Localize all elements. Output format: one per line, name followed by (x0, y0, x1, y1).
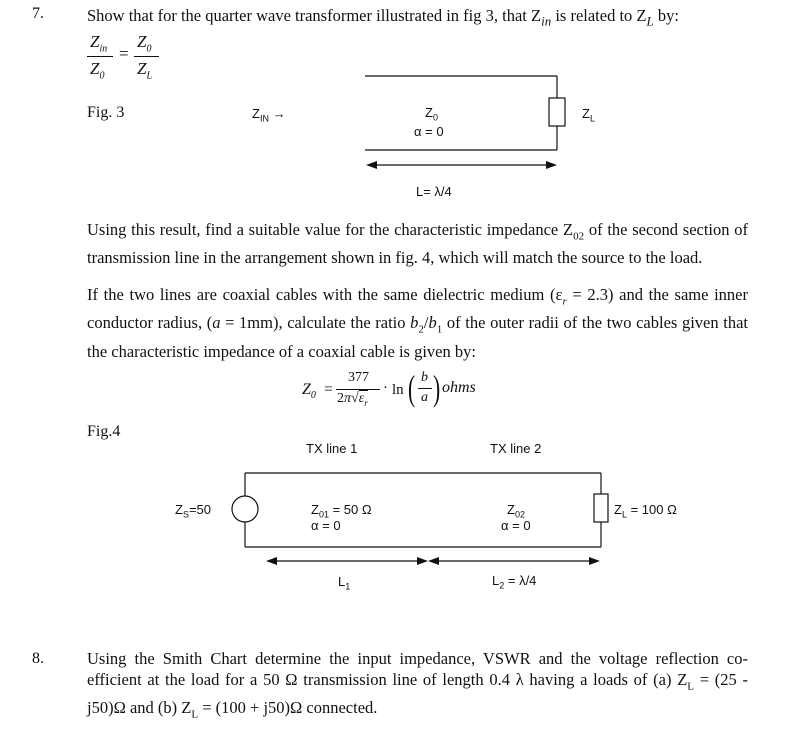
fig4-caption: Fig.4 (87, 423, 121, 440)
fig3-alpha-label: α = 0 (414, 124, 444, 139)
fig4-z01-label: $Z_{01} = 50$ Ω (311, 502, 372, 520)
question-number-7: 7. (32, 5, 44, 22)
fig4-z02-label: $Z_{02}$ (507, 502, 525, 520)
formula-ln: ln (392, 382, 404, 398)
fig4-l2-arrowhead-right (589, 557, 600, 565)
fig4-l2-arrowhead-left (428, 557, 439, 565)
fig3-z0-label: $Z_0$ (425, 105, 438, 123)
eq-den-right: $Z_L$ (137, 59, 153, 82)
formula-fraction-bar (336, 389, 380, 390)
formula-a: a (421, 390, 428, 405)
eq-num-left: $Z_{in}$ (90, 32, 108, 55)
fig3-zl-label: $Z_L$ (582, 106, 595, 124)
formula-lhs: $Z_0$ (302, 381, 316, 402)
fig3-length-arrowhead-left (366, 161, 377, 169)
question-number-8: 8. (32, 650, 44, 667)
formula-units: ohms (442, 379, 476, 396)
formula-paren-right: ) (433, 368, 441, 408)
formula-equals: = (324, 381, 334, 398)
q7-paragraph-2: If the two lines are coaxial cables with the same dielectric medium $(\varepsilon_r = 2.3)$ and the same inner conductor radius, (a = 1mm), calculate the ratio $b_2/b_1$ of the outer radii of the two cables given that the characteristic impedance of a coaxial cable is given by: (87, 285, 748, 361)
fig4-alpha1-label: α = 0 (311, 518, 341, 533)
q7-prompt-sub-l: L (646, 13, 654, 29)
fig3-load-resistor (549, 98, 565, 126)
fig4-l2-label: $L_2 = \lambda/4$ (492, 573, 537, 591)
q7-prompt-mid: is related to Z (551, 6, 647, 25)
fig3-length-arrowhead-right (546, 161, 557, 169)
eq-equals: = (119, 44, 129, 63)
fig4-l1-label: $L_1$ (338, 574, 351, 592)
eq-den-left: $Z_0$ (90, 59, 105, 82)
fig4-load-resistor (594, 494, 608, 522)
fig3-length-label: L= λ/4 (416, 184, 452, 199)
formula-b: b (421, 370, 428, 385)
fig4-l1-arrowhead-right (417, 557, 428, 565)
formula-dot: · (383, 380, 388, 396)
q7-paragraph-1: Using this result, find a suitable value for the characteristic impedance $Z_{02}$ of the second section of transmission line in the arrangement shown in fig. 4, which will match the source to the load. (87, 220, 749, 268)
coax-impedance-formula (300, 368, 500, 416)
eq-num-right: $Z_0$ (137, 32, 152, 55)
fig4-tx1-label: TX line 1 (306, 441, 358, 456)
q7-prompt-end: by: (653, 6, 679, 25)
fig4-source-circle (232, 496, 258, 522)
fig3-zin-label: $Z_{IN}$ → (252, 106, 286, 124)
q7-prompt-sub-in: in (541, 13, 552, 29)
fig4-tx2-label: TX line 2 (490, 441, 542, 456)
formula-paren-left: ( (408, 368, 416, 408)
fig4-zs-label: $Z_S=50$ (175, 502, 212, 520)
fig4-zl-label: $Z_L = 100$ Ω (614, 502, 677, 520)
q8-text: Using the Smith Chart determine the input impedance, VSWR and the voltage reflection co-efficient at the load for a 50 Ω transmission line of length 0.4 λ having a loads of (a) $Z_L = (25 - j50)\Omega$ and (b) $Z_L = (100 + j50)\Omega$ connected. (87, 649, 748, 721)
formula-denominator: $2\pi√\varepsilon_r$ (337, 391, 368, 408)
fig4-alpha2-label: α = 0 (501, 518, 531, 533)
formula-inner-bar (418, 388, 432, 389)
fig3-caption: Fig. 3 (87, 104, 125, 121)
formula-numerator: 377 (348, 370, 369, 385)
fig4-l1-arrowhead-left (266, 557, 277, 565)
q7-prompt-text: Show that for the quarter wave transformer illustrated in fig 3, that Z (87, 6, 542, 25)
